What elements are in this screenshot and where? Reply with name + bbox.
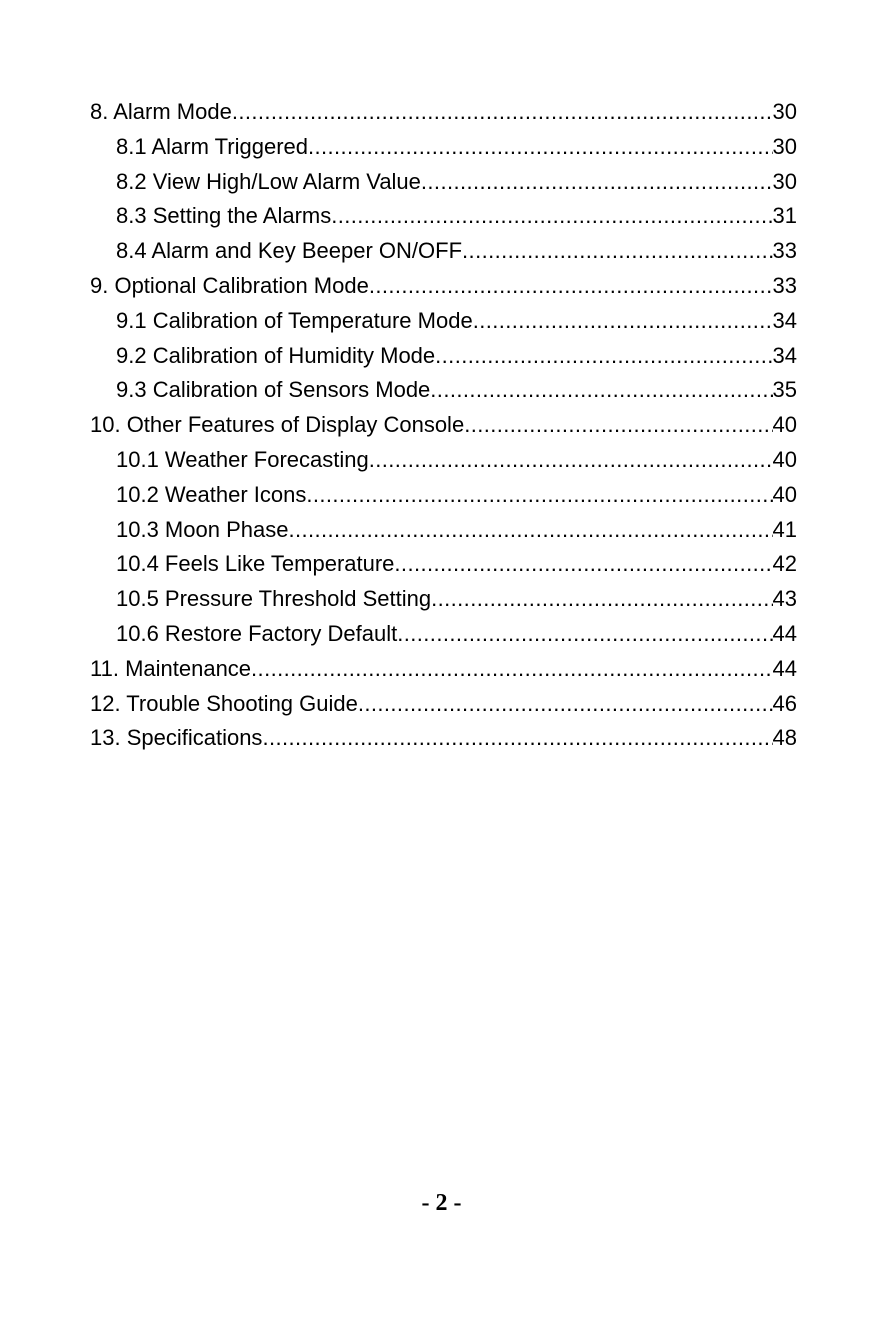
- toc-entry-page: 40: [772, 446, 797, 472]
- toc-entry-page: 34: [772, 307, 797, 333]
- toc-entry-page: 41: [772, 516, 797, 542]
- toc-entry-title: 10.3 Moon Phase: [116, 516, 289, 542]
- toc-dot-leader: [473, 304, 773, 339]
- toc-dot-leader: [462, 234, 772, 269]
- toc-entry: [90, 687, 797, 722]
- toc-entry-title: 8. Alarm Mode: [90, 99, 232, 124]
- toc-entry: [90, 582, 797, 617]
- toc-entry-title: 8.4 Alarm and Key Beeper ON/OFF: [116, 238, 463, 264]
- toc-entry-title: 9. Optional Calibration Mode: [90, 272, 369, 298]
- toc-entry-title: 11. Maintenance: [90, 655, 252, 681]
- toc-entry-page: 30: [772, 133, 797, 159]
- toc-entry-page: 44: [772, 620, 797, 646]
- toc-entry-page: 46: [772, 690, 797, 716]
- toc-entry-page: 31: [772, 203, 797, 229]
- toc-entry: [90, 165, 797, 200]
- toc-entry-page: 44: [772, 655, 797, 681]
- toc-entry: [90, 95, 797, 130]
- toc-entry-title: 9.2 Calibration of Humidity Mode: [116, 342, 436, 368]
- toc-dot-leader: [369, 269, 773, 304]
- page-number: - 2 -: [421, 1190, 462, 1216]
- toc-entry-title: 13. Specifications: [90, 725, 263, 751]
- toc-dot-leader: [331, 199, 772, 234]
- toc-entry: [90, 617, 797, 652]
- toc-dot-leader: [430, 373, 772, 408]
- toc-entry-page: 33: [772, 238, 797, 264]
- toc-entry: [90, 269, 797, 304]
- toc-entry: [90, 652, 797, 687]
- toc-entry-page: 43: [772, 586, 797, 612]
- toc-entry-title: 10. Other Features of Display Console: [90, 412, 465, 438]
- toc-entry-page: 42: [772, 551, 797, 577]
- toc-entry: [90, 408, 797, 443]
- toc-entry-page: 48: [772, 725, 797, 751]
- toc-entry: [90, 478, 797, 513]
- toc-entry: [90, 547, 797, 582]
- toc-entry: [90, 339, 797, 374]
- toc-entry-title: 10.4 Feels Like Temperature: [116, 551, 395, 577]
- toc-entry-page: 33: [772, 272, 797, 298]
- toc-entry-title: 8.3 Setting the Alarms: [116, 203, 332, 229]
- toc-entry: [90, 234, 797, 269]
- toc-entry-title: 10.6 Restore Factory Default: [116, 620, 398, 646]
- toc-entry-title: 9.3 Calibration of Sensors Mode: [116, 377, 431, 403]
- toc-dot-leader: [431, 582, 772, 617]
- toc-entry: [90, 513, 797, 548]
- toc-dot-leader: [397, 617, 772, 652]
- toc-entry-page: 30: [772, 99, 797, 124]
- toc-entry-page: 35: [772, 377, 797, 403]
- toc-entry: [90, 721, 797, 756]
- toc-entry-page: 30: [772, 168, 797, 194]
- table-of-contents: [90, 95, 797, 756]
- toc-entry-page: 34: [772, 342, 797, 368]
- toc-entry-title: 12. Trouble Shooting Guide: [90, 690, 358, 716]
- toc-entry: [90, 199, 797, 234]
- toc-dot-leader: [464, 408, 772, 443]
- toc-entry: [90, 130, 797, 165]
- toc-entry-title: 10.5 Pressure Threshold Setting: [116, 586, 432, 612]
- toc-dot-leader: [251, 652, 772, 687]
- toc-entry-title: 8.2 View High/Low Alarm Value: [116, 168, 421, 194]
- toc-dot-leader: [421, 165, 773, 200]
- toc-dot-leader: [369, 443, 773, 478]
- toc-dot-leader: [232, 95, 773, 130]
- toc-entry-title: 10.1 Weather Forecasting: [116, 446, 369, 472]
- toc-entry-title: 10.2 Weather Icons: [116, 481, 307, 507]
- toc-entry-page: 40: [772, 481, 797, 507]
- toc-entry: [90, 373, 797, 408]
- toc-dot-leader: [358, 687, 773, 722]
- toc-dot-leader: [262, 721, 772, 756]
- toc-entry-title: 9.1 Calibration of Temperature Mode: [116, 307, 473, 333]
- toc-entry-title: 8.1 Alarm Triggered: [116, 133, 308, 159]
- toc-entry: [90, 443, 797, 478]
- toc-dot-leader: [288, 513, 772, 548]
- toc-dot-leader: [308, 130, 773, 165]
- toc-dot-leader: [306, 478, 772, 513]
- toc-entry: [90, 304, 797, 339]
- toc-entry-page: 40: [772, 412, 797, 438]
- toc-dot-leader: [394, 547, 772, 582]
- toc-dot-leader: [435, 339, 772, 374]
